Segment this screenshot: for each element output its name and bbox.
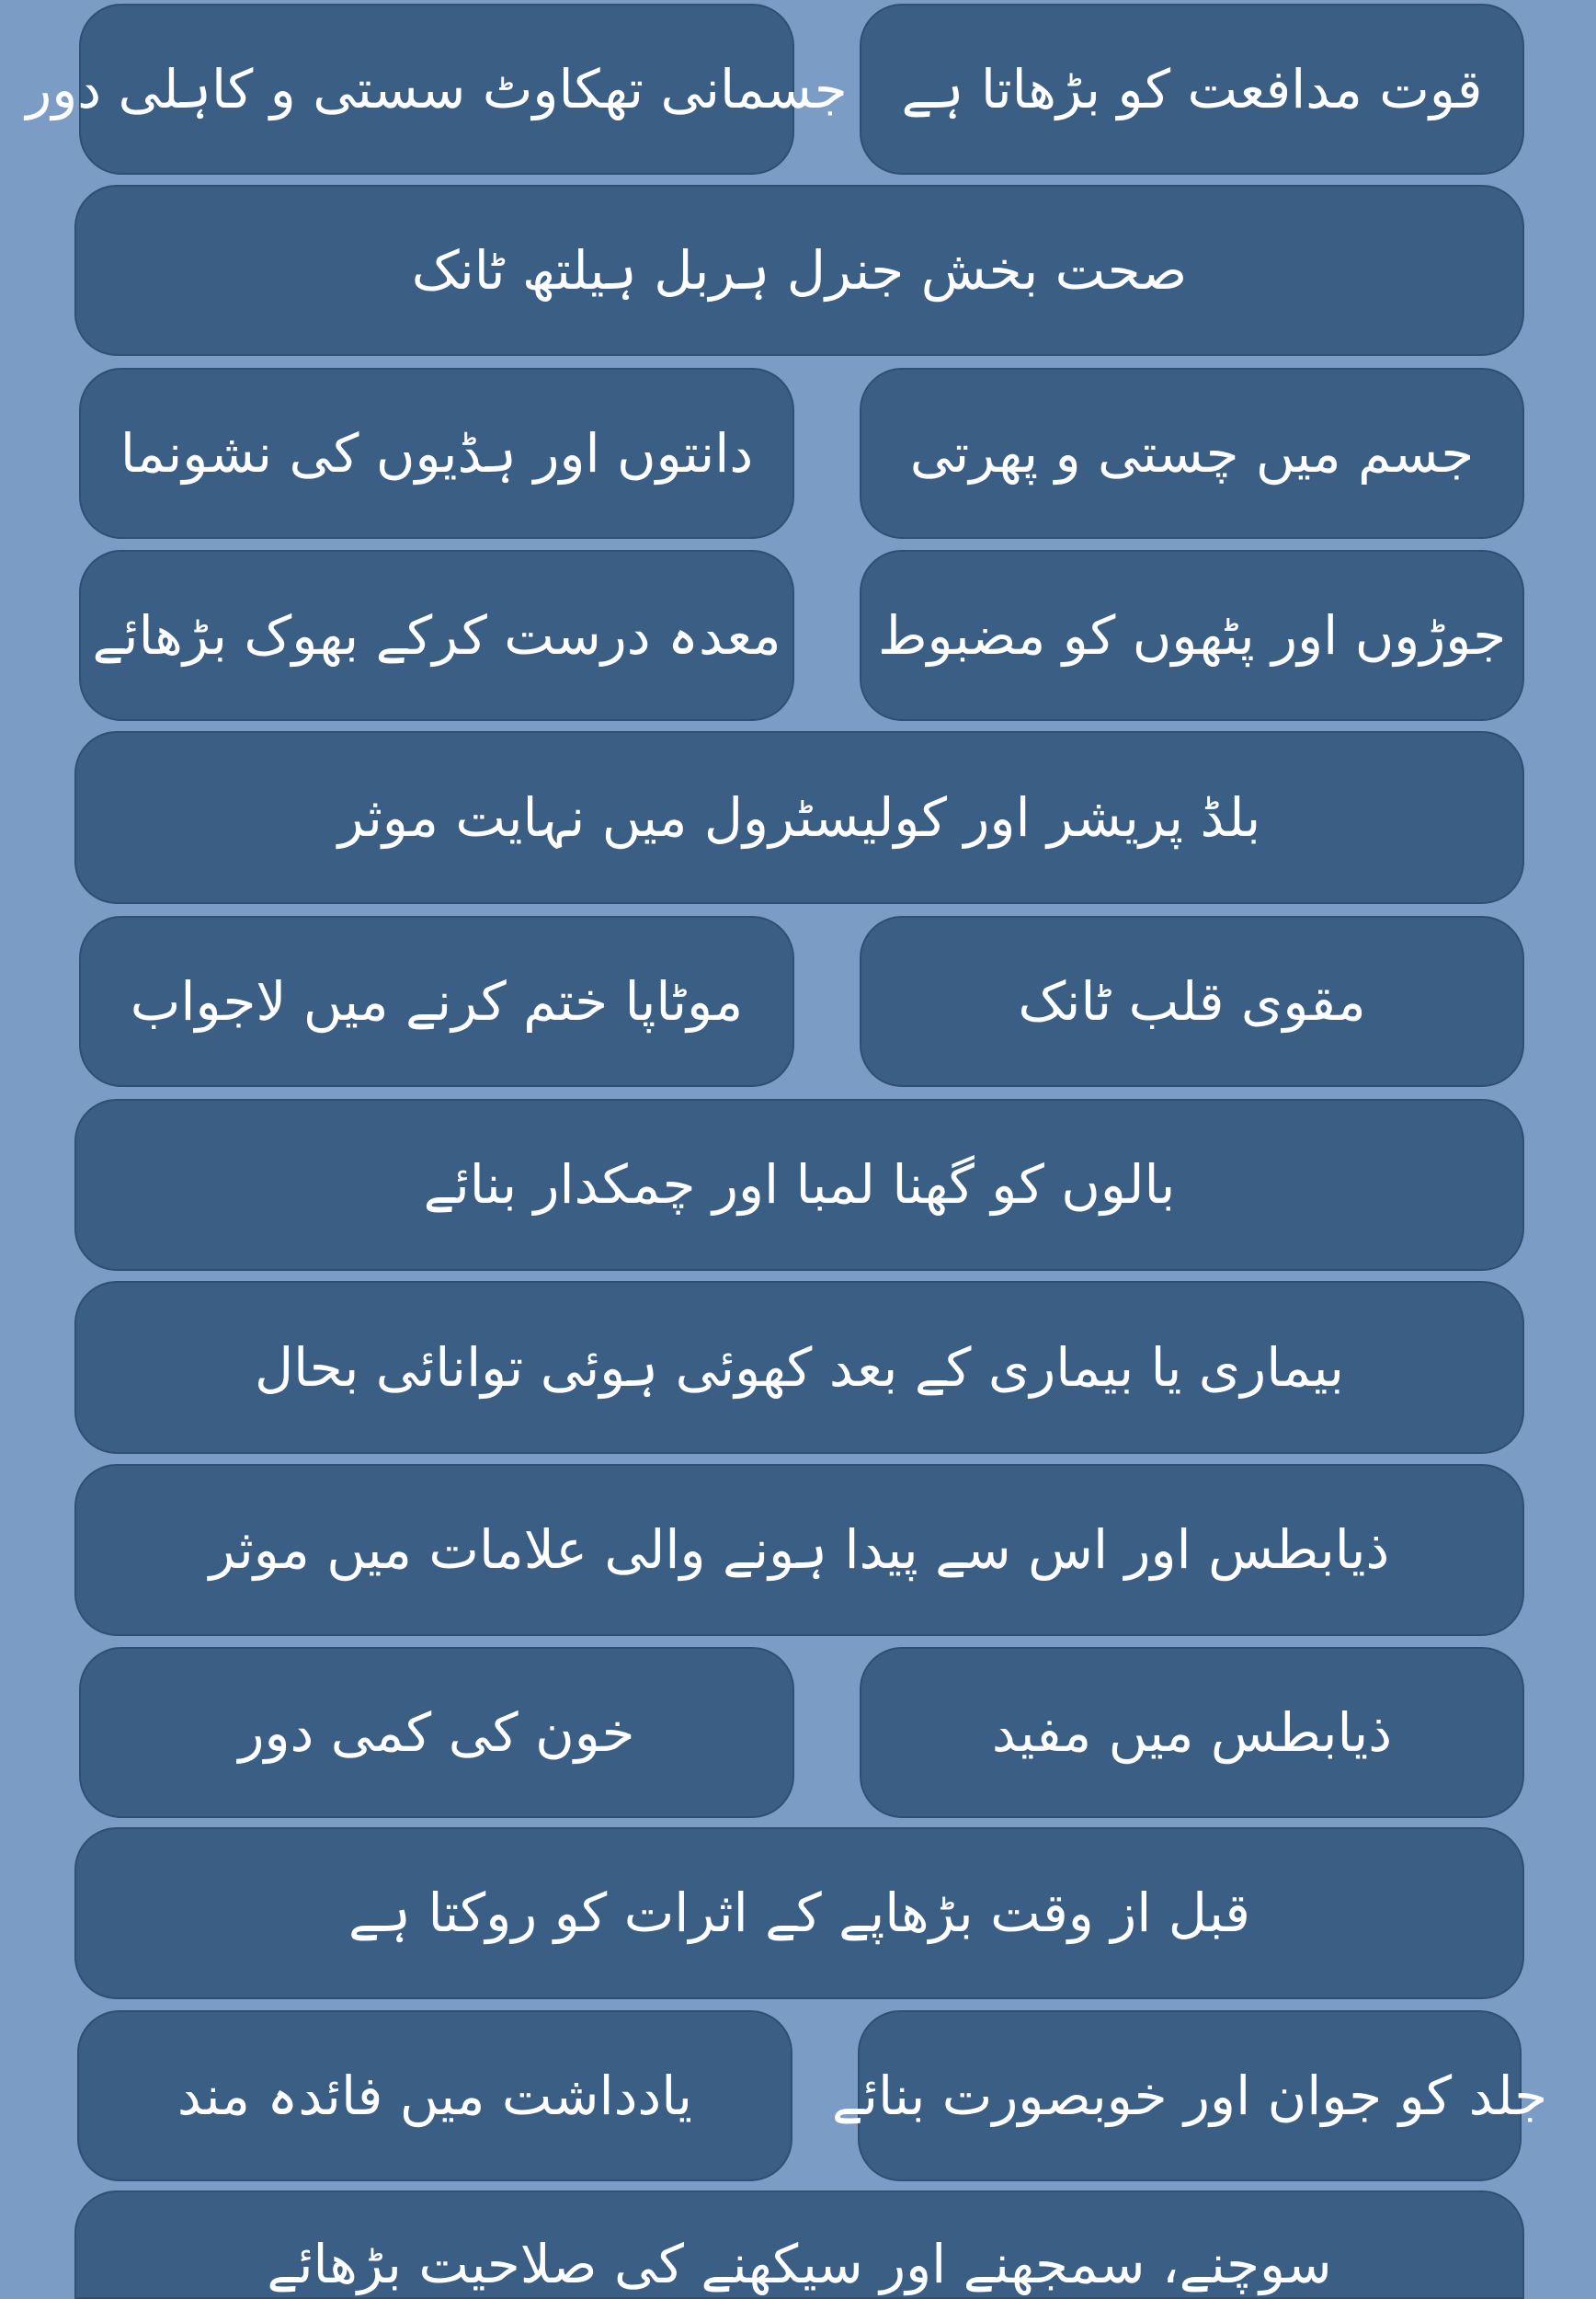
benefit-anti-aging-text: قبل از وقت بڑھاپے کے اثرات کو روکتا ہے [348,1882,1250,1945]
benefit-anti-aging [74,1827,1524,1999]
benefit-memory [77,2010,792,2181]
benefit-appetite [79,550,794,721]
benefit-teeth-bones [79,368,794,539]
benefit-anemia-text: خون کی کمی دور [238,1700,635,1764]
benefit-cognition-text: سوچنے، سمجھنے اور سیکھنے کی صلاحیت بڑھائے [267,2233,1332,2296]
benefit-fatigue [26,4,848,175]
benefit-teeth-bones-text: دانتوں اور ہڈیوں کی نشونما [120,421,754,485]
benefit-anemia [79,1647,794,1818]
benefit-blood-pressure [74,731,1524,904]
benefit-heart-tonic [860,916,1524,1087]
benefit-diabetes-symptoms-text: ذیابطس اور اس سے پیدا ہونے والی علامات میں موثر [209,1518,1390,1582]
benefit-joints-muscles [860,550,1524,721]
benefit-obesity [79,916,794,1087]
benefit-hair-text: بالوں کو گھنا لمبا اور چمکدار بنائے [423,1153,1176,1217]
benefit-diabetes-text: ذیابطس میں مفید [991,1700,1393,1764]
benefit-immunity-text: قوت مدافعت کو بڑھاتا ہے [901,57,1483,120]
benefit-agility-text: جسم میں چستی و پھرتی [909,421,1475,485]
benefit-hair [74,1099,1524,1271]
benefit-general-tonic [74,185,1524,356]
benefit-energy-restore-text: بیماری یا بیماری کے بعد کھوئی ہوئی توانائی بحال [254,1335,1345,1399]
benefit-energy-restore [74,1281,1524,1454]
benefit-skin [831,2010,1548,2181]
benefit-immunity [860,4,1524,175]
benefit-blood-pressure-text: بلڈ پریشر اور کولیسٹرول میں نہایت موثر [337,785,1261,849]
benefit-heart-tonic-text: مقوی قلب ٹانک [1018,969,1366,1033]
benefit-general-tonic-text: صحت بخش جنرل ہربل ہیلتھ ٹانک [411,238,1188,302]
benefit-memory-text: یادداشت میں فائدہ مند [177,2064,693,2127]
benefit-appetite-text: معدہ درست کرکے بھوک بڑھائے [92,603,781,667]
benefit-diabetes-symptoms [74,1464,1524,1636]
benefit-obesity-text: موٹاپا ختم کرنے میں لاجواب [130,969,744,1033]
benefit-diabetes [860,1647,1524,1818]
benefit-agility [860,368,1524,539]
benefit-fatigue-text: جسمانی تھکاوٹ سستی و کاہلی دور [26,57,848,120]
benefit-cognition [74,2190,1524,2299]
benefit-skin-text: جلد کو جوان اور خوبصورت بنائے [831,2064,1548,2127]
benefit-joints-muscles-text: جوڑوں اور پٹھوں کو مضبوط [877,603,1507,667]
